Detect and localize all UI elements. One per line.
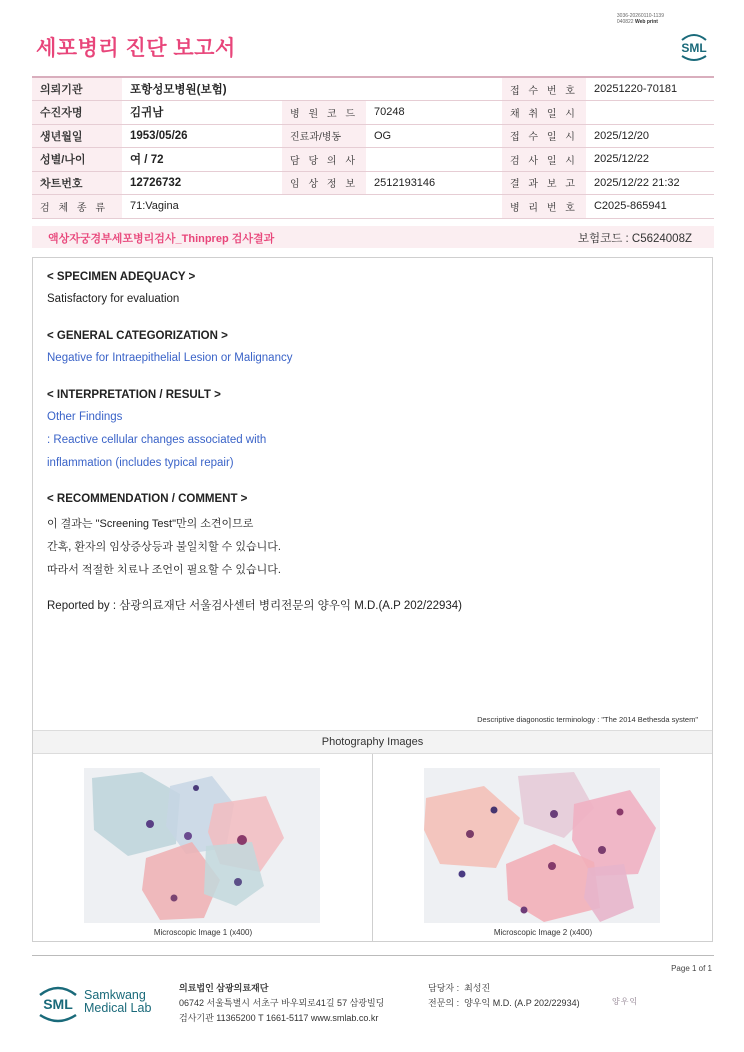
photo-divider xyxy=(372,754,373,942)
interpretation-line-1: Other Findings xyxy=(47,411,123,423)
value-receipt-number: 20251220-70181 xyxy=(586,77,714,101)
value-result-report: 2025/12/22 21:32 xyxy=(586,171,714,195)
label-department: 진료과/병동 xyxy=(282,124,366,148)
value-birth-date: 1953/05/26 xyxy=(122,124,282,148)
page-title: 세포병리 진단 보고서 xyxy=(36,37,236,60)
label-attending-doctor: 담 당 의 사 xyxy=(282,148,366,172)
value-department: OG xyxy=(366,124,502,148)
image-1-caption: Microscopic Image 1 (x400) xyxy=(153,928,253,937)
photography-header: Photography Images xyxy=(33,730,712,754)
value-test-date: 2025/12/22 xyxy=(586,148,714,172)
label-requesting-institution: 의뢰기관 xyxy=(32,77,122,101)
label-sex-age: 성별/나이 xyxy=(32,148,122,172)
brand-line-2: Medical Lab xyxy=(84,1001,152,1015)
sml-logo-icon xyxy=(676,28,712,64)
specialist-name: 양우익 M.D. (A.P 202/22934) xyxy=(464,998,580,1008)
result-panel xyxy=(32,257,713,942)
label-birth-date: 생년월일 xyxy=(32,124,122,148)
brand-line-1: Samkwang xyxy=(84,988,146,1002)
label-pathology-number: 병 리 번 호 xyxy=(502,195,586,219)
label-receipt-number: 접 수 번 호 xyxy=(502,77,586,101)
web-print-label: Web print xyxy=(634,19,658,25)
label-clinical-info: 임 상 정 보 xyxy=(282,171,366,195)
value-specimen-type: 71:Vagina xyxy=(122,195,502,219)
footer-divider xyxy=(32,955,714,956)
specialist-label: 전문의 : xyxy=(428,998,460,1008)
label-hospital-code: 병 원 코 드 xyxy=(282,101,366,125)
label-receipt-date: 접 수 일 시 xyxy=(502,124,586,148)
value-chart-number: 12726732 xyxy=(122,171,282,195)
svg-text:SML: SML xyxy=(43,996,73,1012)
value-pathology-number: C2025-865941 xyxy=(586,195,714,219)
document-id-line1: 3036-20260110-1139 xyxy=(616,13,664,19)
label-test-date: 검 사 일 시 xyxy=(502,148,586,172)
value-receipt-date: 2025/12/20 xyxy=(586,124,714,148)
staff-label: 담당자 : xyxy=(428,983,460,993)
value-sex-age: 여 / 72 xyxy=(122,148,282,172)
value-hospital-code: 70248 xyxy=(366,101,502,125)
label-collection-date: 채 취 일 시 xyxy=(502,101,586,125)
organization-name: 의료법인 삼광의료재단 xyxy=(179,983,269,993)
label-patient-name: 수진자명 xyxy=(32,101,122,125)
sml-brand-logo-icon xyxy=(36,981,80,1025)
label-chart-number: 차트번호 xyxy=(32,171,122,195)
general-categorization-heading: < GENERAL CATEGORIZATION > xyxy=(47,330,228,342)
interpretation-heading: < INTERPRETATION / RESULT > xyxy=(47,389,221,401)
info-row xyxy=(32,77,714,101)
value-collection-date xyxy=(586,101,714,125)
value-clinical-info: 2512193146 xyxy=(366,171,502,195)
patient-info-table xyxy=(32,76,714,219)
info-row xyxy=(32,148,714,172)
microscopic-image-1 xyxy=(84,768,320,923)
image-2-caption: Microscopic Image 2 (x400) xyxy=(493,928,593,937)
microscopic-image-2 xyxy=(424,768,660,923)
organization-info xyxy=(179,981,384,1026)
insurance-code: 보험코드 : C5624008Z xyxy=(577,233,692,245)
brand-name xyxy=(84,989,151,1015)
label-specimen-type: 검 체 종 류 xyxy=(32,195,122,219)
info-row xyxy=(32,195,714,219)
organization-address: 06742 서울특별시 서초구 바우뫼로41길 57 삼광빌딩 xyxy=(179,998,385,1008)
document-id-line2: 040822 xyxy=(616,19,634,25)
document-id-code xyxy=(617,13,664,25)
reported-by: Reported by : 삼광의료재단 서울검사센터 병리전문의 양우익 M.D.(A.P 202/22934) xyxy=(47,600,463,612)
test-name-bar xyxy=(32,226,714,248)
recommendation-heading: < RECOMMENDATION / COMMENT > xyxy=(47,493,248,505)
page-number: Page 1 of 1 xyxy=(671,964,712,973)
specimen-adequacy-heading: < SPECIMEN ADEQUACY > xyxy=(47,271,196,283)
info-row xyxy=(32,101,714,125)
svg-text:SML: SML xyxy=(681,41,707,55)
specialist-signature: 양우익 xyxy=(612,997,639,1006)
bethesda-note: Descriptive diagonostic terminology : "The 2014 Bethesda system" xyxy=(477,715,698,724)
comment-line-1: 이 결과는 "Screening Test"만의 소견이므로 xyxy=(47,518,254,530)
info-row xyxy=(32,171,714,195)
staff-name: 최성진 xyxy=(464,983,491,993)
interpretation-line-2: : Reactive cellular changes associated with xyxy=(47,434,267,446)
info-row xyxy=(32,124,714,148)
label-result-report: 결 과 보 고 xyxy=(502,171,586,195)
general-categorization-text: Negative for Intraepithelial Lesion or Malignancy xyxy=(47,352,293,364)
value-attending-doctor xyxy=(366,148,502,172)
value-patient-name: 김귀남 xyxy=(122,101,282,125)
comment-line-3: 따라서 적절한 치료나 조언이 필요할 수 있습니다. xyxy=(47,564,281,576)
interpretation-line-3: inflammation (includes typical repair) xyxy=(47,457,234,469)
comment-line-2: 간혹, 환자의 임상증상등과 불일치할 수 있습니다. xyxy=(47,541,281,553)
staff-info xyxy=(428,981,580,1011)
organization-contact: 검사기관 11365200 T 1661-5117 www.smlab.co.kr xyxy=(179,1013,379,1023)
specimen-adequacy-text: Satisfactory for evaluation xyxy=(47,293,180,305)
test-name: 액상자궁경부세포병리검사_Thinprep 검사결과 xyxy=(48,233,275,245)
value-requesting-institution: 포항성모병원(보험) xyxy=(122,77,502,101)
